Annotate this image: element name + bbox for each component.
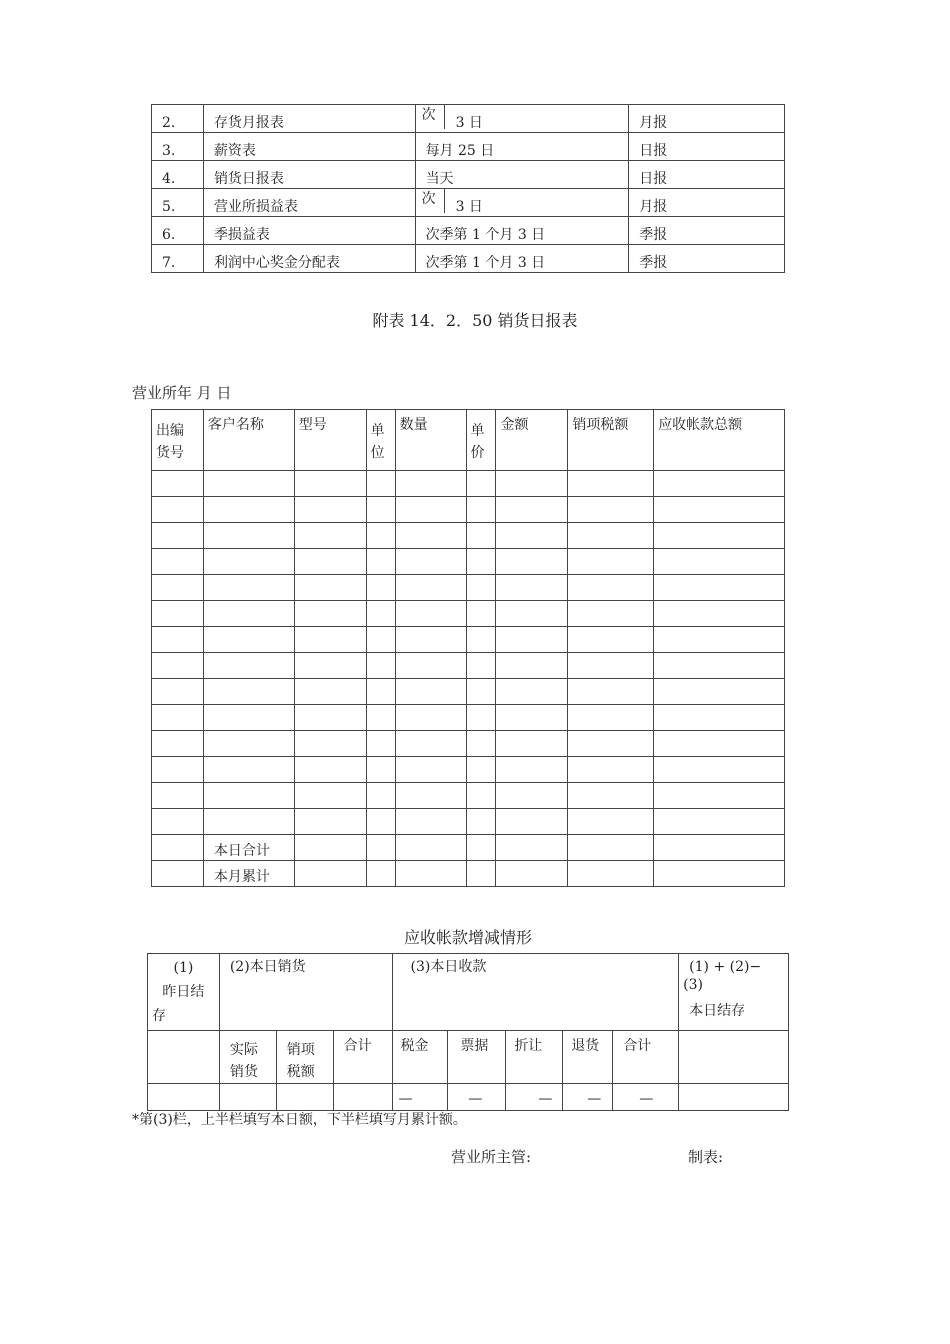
table-cell[interactable] [654,731,785,757]
table-cell[interactable] [395,679,466,705]
table-cell[interactable] [152,679,204,705]
table-cell[interactable] [654,523,785,549]
table-cell[interactable] [152,601,204,627]
table-cell[interactable] [395,575,466,601]
table-row [152,809,785,835]
col-yesterday: (1) 昨日结 存 [148,954,220,1031]
table-cell[interactable] [496,757,568,783]
table-cell[interactable] [294,497,366,523]
report-name: 薪资表 [203,133,415,161]
table-row [152,161,785,189]
table-row [152,653,785,679]
table-row [148,954,789,1031]
table-cell[interactable] [568,471,654,497]
table-cell[interactable] [366,809,395,835]
table-cell[interactable] [294,575,366,601]
table-cell[interactable] [395,601,466,627]
table-cell[interactable] [395,731,466,757]
report-name: 季损益表 [203,217,415,245]
report-type: 季报 [629,245,785,273]
table-cell[interactable] [152,731,204,757]
table-cell[interactable] [294,705,366,731]
table-cell[interactable] [395,497,466,523]
table-cell[interactable] [568,679,654,705]
table-row [152,705,785,731]
report-type: 日报 [629,133,785,161]
table-cell[interactable] [203,679,294,705]
table-row [152,245,785,273]
table-cell[interactable] [654,757,785,783]
table-cell[interactable] [496,497,568,523]
table-cell[interactable] [203,601,294,627]
table-cell[interactable] [466,549,496,575]
table-cell[interactable] [366,497,395,523]
table-row [152,105,785,133]
sub-total-2: 合计 [613,1031,679,1084]
table-cell[interactable] [203,783,294,809]
sales-table [151,409,785,887]
table-cell[interactable] [496,471,568,497]
table-row [152,189,785,217]
table-cell[interactable] [466,627,496,653]
header-qty: 数量 [395,410,466,471]
table-cell[interactable] [568,731,654,757]
table-cell[interactable] [366,549,395,575]
table-cell[interactable] [152,471,204,497]
table-cell[interactable] [395,653,466,679]
total-today-row [152,835,785,861]
table-cell[interactable] [466,653,496,679]
table-cell[interactable] [568,757,654,783]
table-cell[interactable] [152,783,204,809]
table-cell[interactable] [294,731,366,757]
table-cell[interactable] [395,783,466,809]
table-cell[interactable] [366,679,395,705]
table-row [152,217,785,245]
table-cell[interactable] [395,757,466,783]
total-month-label: 本月累计 [203,861,294,887]
table-cell[interactable] [568,497,654,523]
table-cell[interactable] [654,575,785,601]
table-cell[interactable] [294,679,366,705]
table-cell[interactable] [203,523,294,549]
table-cell[interactable] [366,731,395,757]
maker-signature-label: 制表: [688,1148,724,1166]
table-cell[interactable] [152,809,204,835]
table-cell[interactable] [395,627,466,653]
table-cell[interactable] [654,497,785,523]
table-cell[interactable] [203,471,294,497]
dash: — [448,1084,506,1111]
table-cell[interactable] [152,705,204,731]
dash: — [563,1084,613,1111]
sub-notes: 票据 [448,1031,506,1084]
table-row [152,679,785,705]
footnote: *第(3)栏，上半栏填写本日额，下半栏填写月累计额。 [132,1112,467,1128]
table-cell[interactable] [496,653,568,679]
row-number: 6. [152,217,204,245]
table-cell[interactable] [654,705,785,731]
table-cell[interactable] [395,809,466,835]
schedule-table [151,104,785,273]
table-cell[interactable] [568,653,654,679]
table-row [152,757,785,783]
report-name: 存货月报表 [203,105,415,133]
row-number: 5. [152,189,204,217]
sub-allowance: 折让 [506,1031,563,1084]
deadline: 次 3 日 [415,105,629,133]
col-today-sales: (2)本日销货 [219,954,392,1031]
table-cell[interactable] [654,809,785,835]
deadline: 次 3 日 [415,189,629,217]
table-cell[interactable] [496,575,568,601]
table-header-row [152,410,785,471]
header-model: 型号 [294,410,366,471]
table-cell[interactable] [496,679,568,705]
table-cell[interactable] [496,783,568,809]
report-name: 利润中心奖金分配表 [203,245,415,273]
row-number: 2. [152,105,204,133]
table-cell[interactable] [466,523,496,549]
table-cell[interactable] [654,653,785,679]
table-cell[interactable] [203,809,294,835]
table-cell[interactable] [654,601,785,627]
table-cell[interactable] [395,523,466,549]
table-row [148,1084,789,1111]
sub-actual-sales: 实际 销货 [219,1031,276,1084]
table-row [152,471,785,497]
table-cell[interactable] [294,471,366,497]
table-row [152,523,785,549]
table-cell[interactable] [203,731,294,757]
manager-signature-label: 营业所主管: [451,1148,532,1166]
table-cell[interactable] [366,575,395,601]
table-cell[interactable] [466,575,496,601]
table-cell[interactable] [568,575,654,601]
table-cell[interactable] [395,705,466,731]
table-cell[interactable] [466,757,496,783]
table-cell[interactable] [294,549,366,575]
table-cell[interactable] [496,705,568,731]
table-cell[interactable] [654,627,785,653]
header-tax: 销项税额 [568,410,654,471]
table-cell[interactable] [294,601,366,627]
table-cell[interactable] [366,705,395,731]
table-cell[interactable] [366,471,395,497]
table-cell[interactable] [568,549,654,575]
table-row [148,1031,789,1084]
table-cell[interactable] [654,471,785,497]
table-row [152,601,785,627]
row-number: 3. [152,133,204,161]
table-cell[interactable] [654,679,785,705]
table-cell[interactable] [496,601,568,627]
date-line: 营业所年 月 日 [132,384,232,402]
table-cell[interactable] [496,627,568,653]
deadline: 次季第 1 个月 3 日 [415,217,629,245]
table-row [152,549,785,575]
table-cell[interactable] [568,627,654,653]
table-cell[interactable] [203,757,294,783]
col-today-balance: (1) + (2)− (3) 本日结存 [679,954,789,1031]
table-cell[interactable] [654,549,785,575]
table-cell[interactable] [466,601,496,627]
table-cell[interactable] [496,809,568,835]
report-type: 日报 [629,161,785,189]
table-cell[interactable] [466,705,496,731]
header-amount: 金额 [496,410,568,471]
table-cell[interactable] [152,549,204,575]
header-customer: 客户名称 [203,410,294,471]
table-row [152,783,785,809]
table-cell[interactable] [395,471,466,497]
report-type: 月报 [629,105,785,133]
table-cell[interactable] [466,783,496,809]
dash: — [392,1084,448,1111]
table-cell[interactable] [152,757,204,783]
table-cell[interactable] [496,731,568,757]
table-cell[interactable] [203,575,294,601]
table-cell[interactable] [152,523,204,549]
table-row [152,575,785,601]
ar-title: 应收帐款增减情形 [403,928,532,947]
table-cell[interactable] [654,783,785,809]
table-cell[interactable] [152,497,204,523]
table-cell[interactable] [568,809,654,835]
header-receivable: 应收帐款总额 [654,410,785,471]
report-name: 销货日报表 [203,161,415,189]
table-cell[interactable] [152,653,204,679]
table-cell[interactable] [203,549,294,575]
table-cell[interactable] [466,809,496,835]
table-cell[interactable] [466,679,496,705]
sub-total-1: 合计 [333,1031,392,1084]
report-name: 营业所损益表 [203,189,415,217]
total-month-row [152,861,785,887]
table-cell[interactable] [568,601,654,627]
table-cell[interactable] [568,705,654,731]
deadline: 当天 [415,161,629,189]
table-cell[interactable] [294,627,366,653]
table-cell[interactable] [294,809,366,835]
dash: — [506,1084,563,1111]
page-title: 附表 14．2．50 销货日报表 [372,311,578,330]
row-number: 7. [152,245,204,273]
table-cell[interactable] [203,705,294,731]
deadline: 每月 25 日 [415,133,629,161]
sub-tax: 税金 [392,1031,448,1084]
table-row [152,731,785,757]
report-type: 季报 [629,217,785,245]
deadline: 次季第 1 个月 3 日 [415,245,629,273]
table-row [152,497,785,523]
table-cell[interactable] [294,653,366,679]
table-cell[interactable] [152,627,204,653]
table-cell[interactable] [366,601,395,627]
table-row [152,627,785,653]
row-number: 4. [152,161,204,189]
table-cell[interactable] [568,783,654,809]
table-cell[interactable] [294,783,366,809]
table-cell[interactable] [366,523,395,549]
table-cell[interactable] [203,497,294,523]
dash: — [613,1084,679,1111]
table-cell[interactable] [203,627,294,653]
table-cell[interactable] [466,471,496,497]
table-cell[interactable] [203,653,294,679]
report-type: 月报 [629,189,785,217]
sub-output-tax: 销项 税额 [276,1031,333,1084]
table-cell[interactable] [366,653,395,679]
header-unit: 单 位 [366,410,395,471]
header-ship-no: 出编 货号 [152,410,204,471]
table-cell[interactable] [366,757,395,783]
receivables-table [147,953,789,1111]
table-cell[interactable] [294,757,366,783]
table-cell[interactable] [466,731,496,757]
table-cell[interactable] [294,523,366,549]
table-cell[interactable] [366,783,395,809]
col-today-receipts: (3)本日收款 [392,954,679,1031]
total-today-label: 本日合计 [203,835,294,861]
table-cell[interactable] [496,523,568,549]
table-row [152,133,785,161]
sub-returns: 退货 [563,1031,613,1084]
table-cell[interactable] [395,549,466,575]
table-cell[interactable] [568,523,654,549]
table-cell[interactable] [366,627,395,653]
table-cell[interactable] [466,497,496,523]
table-cell[interactable] [152,575,204,601]
table-cell[interactable] [496,549,568,575]
header-price: 单 价 [466,410,496,471]
